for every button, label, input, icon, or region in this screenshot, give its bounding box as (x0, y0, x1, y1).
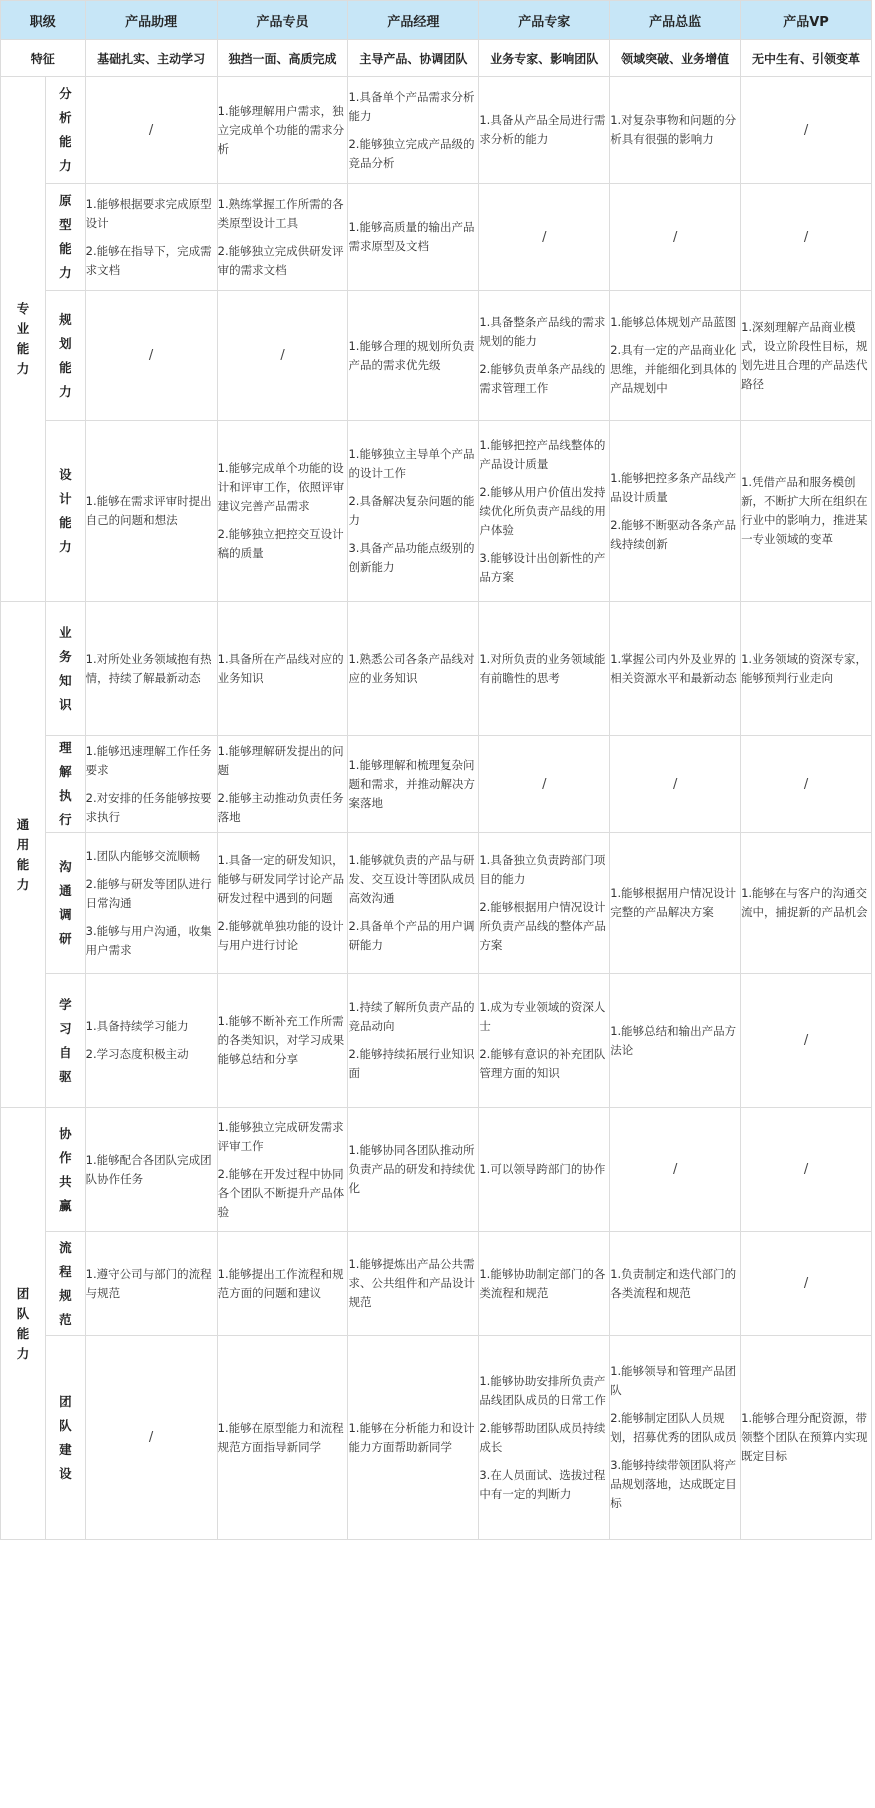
header-cell: 产品助理 (85, 1, 217, 40)
requirement-item: 1.团队内能够交流顺畅 (85, 848, 201, 863)
requirement-item: 1.能够独立主导单个产品的设计工作 (348, 447, 475, 480)
ability-text: 业务知识 (59, 624, 72, 712)
requirement-item: 1.凭借产品和服务模创新，不断扩大所在组织在行业中的影响力，推进某一专业领域的变革 (741, 475, 868, 546)
requirement-item: 1.能够根据要求完成原型设计 (85, 196, 212, 230)
requirement-cell (348, 602, 479, 736)
requirement-item: 1.能够配合各团队完成团队协作任务 (85, 1152, 212, 1186)
ability-text: 学习自驱 (59, 996, 72, 1084)
requirement-cell (741, 602, 872, 736)
requirement-cell (348, 184, 479, 291)
requirement-cell (217, 736, 348, 833)
requirement-item: 1.能够在需求评审时提出自己的问题和想法 (85, 494, 212, 527)
table-row (1, 291, 872, 421)
requirement-item: 1.熟练掌握工作所需的各类原型设计工具 (217, 196, 344, 230)
requirement-item: 1.可以领导跨部门的协作 (479, 1162, 606, 1176)
requirement-item: 1.持续了解所负责产品的竞品动向 (348, 1000, 475, 1033)
requirement-item: 1.对所处业务领域抱有热情，持续了解最新动态 (85, 651, 212, 685)
requirement-cell (217, 421, 348, 602)
requirement-cell (610, 974, 741, 1108)
requirement-item: 1.能够迅速理解工作任务要求 (85, 743, 212, 777)
empty-cell: / (741, 1108, 872, 1232)
category-text: 团队能力 (16, 1285, 30, 1361)
requirement-item: 1.具备所在产品线对应的业务知识 (217, 651, 344, 685)
feature-cell: 无中生有、引领变革 (741, 40, 872, 77)
header-cell: 产品专员 (217, 1, 348, 40)
header-cell: 产品专家 (479, 1, 610, 40)
requirement-item: 2.能够持续拓展行业知识面 (348, 1047, 475, 1080)
header-cell: 产品VP (741, 1, 872, 40)
requirement-item: 1.能够协助安排所负责产品线团队成员的日常工作 (479, 1373, 606, 1407)
requirement-item: 1.能够合理分配资源，带领整个团队在预算内实现既定目标 (741, 1411, 868, 1463)
requirement-item: 3.在人员面试、选拔过程中有一定的判断力 (479, 1467, 606, 1501)
requirement-cell (85, 1108, 217, 1232)
empty-cell: / (610, 736, 741, 833)
requirement-item: 1.能够在原型能力和流程规范方面指导新同学 (217, 1420, 344, 1454)
header-cell: 产品总监 (610, 1, 741, 40)
ability-label (46, 77, 86, 184)
empty-cell: / (85, 1336, 217, 1540)
header-cell: 职级 (1, 1, 86, 40)
requirement-item: 2.能够主动推动负责任务落地 (217, 790, 344, 824)
requirement-item: 1.能够总体规划产品蓝图 (610, 315, 737, 329)
empty-cell: / (741, 1232, 872, 1336)
empty-cell: / (610, 184, 741, 291)
ability-text: 协作共赢 (59, 1125, 72, 1213)
requirement-cell (479, 77, 610, 184)
ability-text: 流程规范 (59, 1239, 72, 1327)
requirement-cell (479, 974, 610, 1108)
ability-label (46, 421, 86, 602)
table-row (1, 974, 872, 1108)
category-label (1, 1108, 46, 1540)
requirement-item: 1.具备单个产品需求分析能力 (348, 89, 475, 123)
requirement-item: 2.具有一定的产品商业化思维，并能细化到具体的产品规划中 (610, 343, 737, 395)
table-row (1, 602, 872, 736)
requirement-item: 1.能够理解用户需求，独立完成单个功能的需求分析 (217, 103, 345, 156)
requirement-cell (217, 1232, 348, 1336)
requirement-item: 2.能够制定团队人员规划，招募优秀的团队成员 (610, 1411, 737, 1444)
ability-text: 分析能力 (59, 86, 72, 173)
requirement-cell (348, 77, 479, 184)
table-row (1, 1232, 872, 1336)
requirement-cell (610, 833, 741, 974)
requirement-item: 2.能够独立完成供研发评审的需求文档 (217, 243, 344, 277)
requirement-cell (348, 833, 479, 974)
requirement-item: 3.能够持续带领团队将产品规划落地，达成既定目标 (610, 1458, 737, 1510)
requirement-cell (741, 291, 872, 421)
empty-cell: / (85, 291, 217, 421)
requirement-cell (610, 602, 741, 736)
table-row (1, 833, 872, 974)
requirement-item: 2.具备解决复杂问题的能力 (348, 494, 475, 527)
ability-label (46, 974, 86, 1108)
requirement-item: 1.能够提炼出产品公共需求、公共组件和产品设计规范 (348, 1257, 475, 1309)
table-row (1, 184, 872, 291)
empty-cell: / (479, 184, 610, 291)
feature-cell: 业务专家、影响团队 (479, 40, 610, 77)
requirement-cell (85, 421, 217, 602)
requirement-cell (217, 833, 348, 974)
requirement-item: 2.能够独立把控交互设计稿的质量 (217, 527, 344, 560)
requirement-cell (85, 833, 217, 974)
requirement-item: 1.能够高质量的输出产品需求原型及文档 (348, 220, 475, 253)
requirement-item: 2.具备单个产品的用户调研能力 (348, 919, 475, 952)
requirement-item: 1.能够根据用户情况设计完整的产品解决方案 (610, 886, 737, 919)
requirement-cell (479, 1336, 610, 1540)
feature-cell: 领域突破、业务增值 (610, 40, 741, 77)
empty-cell: / (741, 736, 872, 833)
ability-label (46, 1108, 86, 1232)
requirement-item: 2.能够不断驱动各条产品线持续创新 (610, 517, 737, 551)
feature-cell: 基础扎实、主动学习 (85, 40, 217, 77)
requirement-item: 1.能够领导和管理产品团队 (610, 1364, 737, 1397)
requirement-cell (217, 602, 348, 736)
requirement-item: 1.对复杂事物和问题的分析具有很强的影响力 (610, 113, 737, 146)
feature-cell: 独挡一面、高质完成 (217, 40, 348, 77)
ability-text: 沟通调研 (59, 859, 72, 946)
requirement-item: 1.具备持续学习能力 (85, 1019, 189, 1033)
ability-label (46, 1232, 86, 1336)
requirement-item: 3.具备产品功能点级别的创新能力 (348, 541, 475, 574)
table-row (1, 421, 872, 602)
empty-cell: / (217, 291, 348, 421)
requirement-cell (741, 1336, 872, 1540)
ability-text: 设计能力 (59, 467, 72, 554)
table-row (1, 736, 872, 833)
requirement-item: 2.能够负责单条产品线的需求管理工作 (479, 362, 606, 395)
requirement-cell (85, 974, 217, 1108)
requirement-cell (85, 602, 217, 736)
requirement-cell (610, 1232, 741, 1336)
feature-label: 特征 (1, 40, 86, 77)
empty-cell: / (741, 974, 872, 1108)
requirement-cell (741, 833, 872, 974)
requirement-item: 2.能够有意识的补充团队管理方面的知识 (479, 1047, 606, 1080)
requirement-item: 1.能够理解研发提出的问题 (217, 743, 344, 777)
table-row (1, 77, 872, 184)
ability-text: 团队建设 (59, 1393, 72, 1481)
requirement-cell (85, 184, 217, 291)
requirement-cell (479, 1232, 610, 1336)
ability-label (46, 1336, 86, 1540)
requirement-item: 2.对安排的任务能够按要求执行 (85, 790, 212, 824)
requirement-item: 2.能够在开发过程中协同各个团队不断提升产品体验 (217, 1166, 345, 1219)
requirement-cell (741, 421, 872, 602)
header-row (1, 1, 872, 40)
requirement-item: 1.能够在分析能力和设计能力方面帮助新同学 (348, 1420, 475, 1454)
category-label (1, 77, 46, 602)
table-row (1, 1336, 872, 1540)
requirement-cell (610, 77, 741, 184)
requirement-cell (217, 184, 348, 291)
requirement-item: 1.遵守公司与部门的流程与规范 (85, 1266, 212, 1300)
requirement-cell (610, 421, 741, 602)
empty-cell: / (85, 77, 217, 184)
requirement-item: 1.业务领域的资深专家，能够预判行业走向 (741, 651, 868, 685)
requirement-item: 1.能够合理的规划所负责产品的需求优先级 (348, 338, 475, 372)
empty-cell: / (741, 184, 872, 291)
category-label (1, 602, 46, 1108)
requirement-item: 1.具备独立负责跨部门项目的能力 (479, 853, 606, 886)
requirement-item: 3.能够设计出创新性的产品方案 (479, 550, 606, 584)
requirement-item: 1.熟悉公司各条产品线对应的业务知识 (348, 651, 475, 685)
requirement-cell (348, 974, 479, 1108)
requirement-item: 2.能够独立完成产品级的竞品分析 (348, 136, 475, 170)
requirement-cell (217, 77, 348, 184)
requirement-cell (85, 736, 217, 833)
requirement-item: 1.能够总结和输出产品方法论 (610, 1023, 737, 1057)
requirement-item: 1.能够在与客户的沟通交流中，捕捉新的产品机会 (741, 886, 868, 919)
requirement-item: 2.学习态度积极主动 (85, 1047, 189, 1061)
requirement-cell (610, 291, 741, 421)
requirement-cell (217, 1336, 348, 1540)
requirement-item: 2.能够与研发等团队进行日常沟通 (85, 876, 212, 910)
category-text: 通用能力 (16, 816, 30, 892)
requirement-item: 1.能够理解和梳理复杂问题和需求，并推动解决方案落地 (348, 757, 475, 810)
requirement-item: 2.能够从用户价值出发持续优化所负责产品线的用户体验 (479, 484, 606, 537)
requirement-item: 1.能够把控产品线整体的产品设计质量 (479, 437, 606, 471)
empty-cell: / (610, 1108, 741, 1232)
table-row (1, 1108, 872, 1232)
requirement-item: 1.能够独立完成研发需求评审工作 (217, 1119, 344, 1153)
requirement-item: 1.负责制定和迭代部门的各类流程和规范 (610, 1266, 737, 1300)
requirement-cell (479, 602, 610, 736)
requirement-item: 1.成为专业领域的资深人士 (479, 1000, 606, 1033)
requirement-item: 1.能够协同各团队推动所负责产品的研发和持续优化 (348, 1143, 475, 1195)
requirement-cell (348, 736, 479, 833)
requirement-cell (479, 1108, 610, 1232)
requirement-item: 1.能够提出工作流程和规范方面的问题和建议 (217, 1266, 344, 1300)
ability-label (46, 291, 86, 421)
ability-label (46, 833, 86, 974)
requirement-cell (479, 291, 610, 421)
empty-cell: / (741, 77, 872, 184)
ability-label (46, 602, 86, 736)
requirement-item: 1.能够完成单个功能的设计和评审工作，依照评审建议完善产品需求 (217, 461, 345, 513)
requirement-cell (348, 291, 479, 421)
requirement-cell (610, 1336, 741, 1540)
requirement-cell (479, 833, 610, 974)
requirement-item: 1.能够不断补充工作所需的各类知识，对学习成果能够总结和分享 (217, 1014, 345, 1066)
requirement-item: 1.具备整条产品线的需求规划的能力 (479, 315, 606, 348)
ability-text: 理解执行 (59, 740, 72, 827)
requirement-item: 1.对所负责的业务领域能有前瞻性的思考 (479, 651, 606, 685)
requirement-item: 2.能够在指导下，完成需求文档 (85, 243, 212, 277)
feature-row (1, 40, 872, 77)
requirement-item: 2.能够帮助团队成员持续成长 (479, 1420, 606, 1454)
feature-cell: 主导产品、协调团队 (348, 40, 479, 77)
requirement-cell (348, 1232, 479, 1336)
requirement-item: 1.掌握公司内外及业界的相关资源水平和最新动态 (610, 651, 737, 685)
ability-label (46, 184, 86, 291)
requirement-cell (348, 1336, 479, 1540)
requirement-cell (348, 421, 479, 602)
ability-label (46, 736, 86, 833)
category-text: 专业能力 (16, 301, 30, 376)
ability-text: 原型能力 (59, 193, 72, 280)
requirement-item: 1.具备一定的研发知识，能够与研发同学讨论产品研发过程中遇到的问题 (217, 853, 345, 905)
header-cell: 产品经理 (348, 1, 479, 40)
requirement-cell (479, 421, 610, 602)
requirement-item: 2.能够根据用户情况设计所负责产品线的整体产品方案 (479, 900, 606, 952)
empty-cell: / (479, 736, 610, 833)
requirement-item: 1.能够协助制定部门的各类流程和规范 (479, 1266, 606, 1300)
requirement-item: 1.能够把控多条产品线产品设计质量 (610, 470, 737, 504)
requirement-item: 1.深刻理解产品商业模式，设立阶段性目标，规划先进且合理的产品迭代路径 (741, 319, 868, 391)
requirement-cell (217, 1108, 348, 1232)
requirement-item: 3.能够与用户沟通，收集用户需求 (85, 923, 212, 957)
requirement-cell (217, 974, 348, 1108)
ability-text: 规划能力 (59, 311, 72, 399)
requirement-cell (348, 1108, 479, 1232)
requirement-item: 1.能够就负责的产品与研发、交互设计等团队成员高效沟通 (348, 853, 475, 905)
requirement-item: 1.具备从产品全局进行需求分析的能力 (479, 113, 606, 146)
requirement-cell (85, 1232, 217, 1336)
requirement-item: 2.能够就单独功能的设计与用户进行讨论 (217, 919, 344, 952)
